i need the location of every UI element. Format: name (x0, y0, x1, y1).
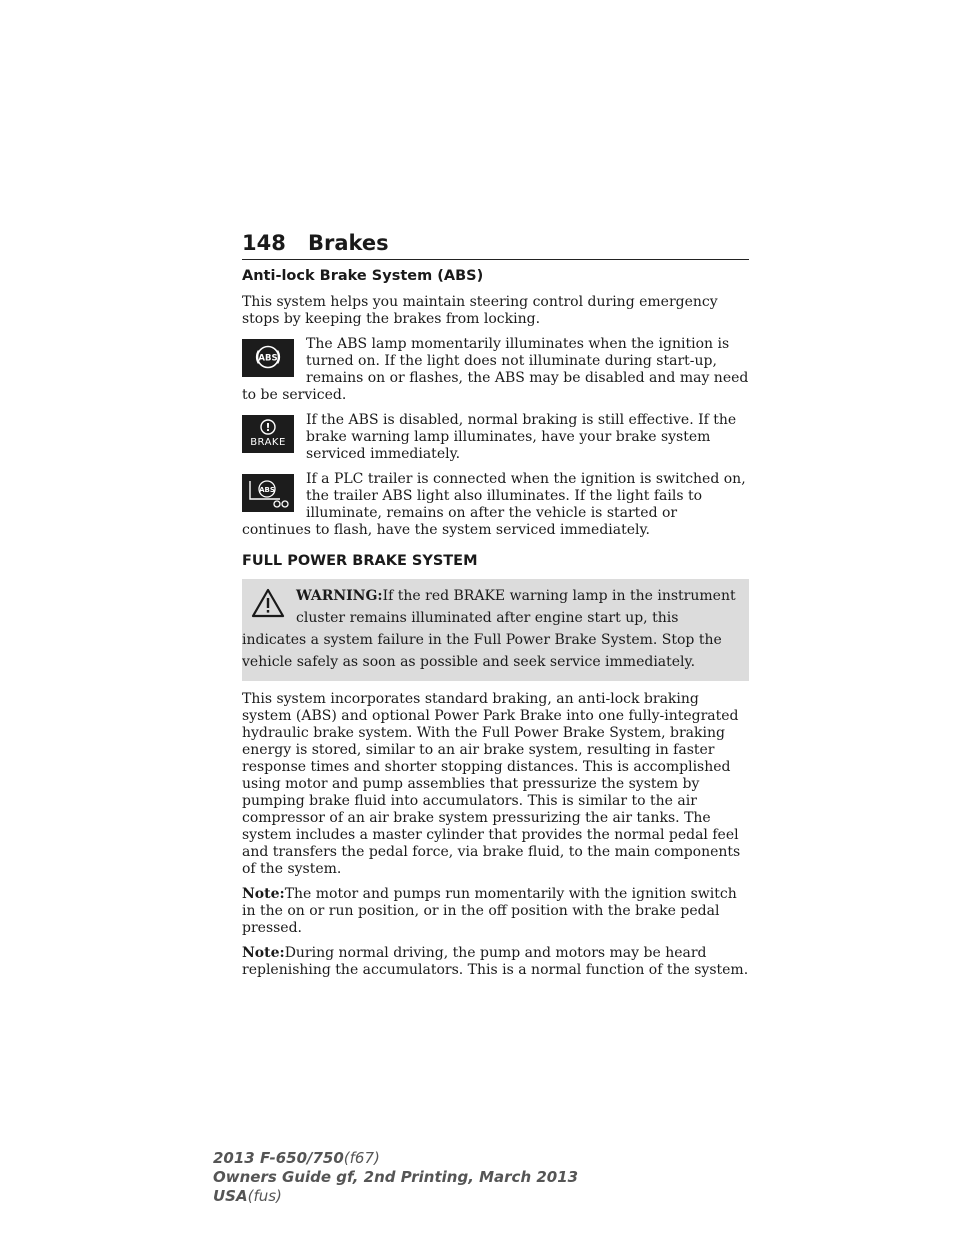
note-1-text: The motor and pumps run momentarily with the ignition switch in the on or run position, or in the off position with the brake pedal pressed. (242, 886, 737, 936)
brake-warning-icon (242, 415, 294, 453)
fpbs-heading: FULL POWER BRAKE SYSTEM (242, 553, 478, 569)
brake-lamp-text: If the ABS is disabled, normal braking is still effective. If the brake warning lamp illuminates, have your brake system serviced immediately. (306, 412, 737, 462)
page-number: 148 (242, 231, 286, 255)
brake-icon-label: BRAKE (250, 437, 286, 448)
warning-label: WARNING: (296, 588, 383, 604)
note-1 (242, 886, 749, 937)
trailer-icon-text: ABS (259, 486, 275, 494)
trailer-lamp-paragraph (242, 471, 749, 539)
abs-heading: Anti-lock Brake System (ABS) (242, 268, 484, 284)
abs-intro: This system helps you maintain steering control during emergency stops by keeping the brakes from locking. (242, 294, 718, 327)
abs-lamp-text: The ABS lamp momentarily illuminates when the ignition is turned on. If the light does not illuminate during start-up, remains on or flashes, the ABS may be disabled and may need to be serviced. (242, 336, 749, 403)
footer-model: 2013 F-650/750 (213, 1149, 344, 1167)
abs-icon-text: ABS (258, 353, 278, 364)
abs-warning-icon (242, 339, 294, 377)
footer-model-code: (f67) (343, 1149, 380, 1167)
warning-paragraph (242, 585, 739, 673)
page-footer (213, 1149, 578, 1206)
brake-icon-symbol: ! (265, 421, 271, 434)
note-2-label: Note: (242, 945, 285, 961)
note-1-label: Note: (242, 886, 285, 902)
warning-text: If the red BRAKE warning lamp in the instrument cluster remains illuminated after engine start up, this indicates a system failure in the Full Power Brake System. Stop the vehicle safely as soon as possible and seek service immediately. (242, 588, 736, 670)
note-2 (242, 945, 749, 979)
footer-region: USA (213, 1187, 248, 1205)
trailer-abs-icon (242, 474, 294, 512)
page-content (242, 268, 749, 987)
trailer-lamp-text: If a PLC trailer is connected when the ignition is switched on, the trailer ABS light also illuminates. If the light fails to illuminate, remains on after the vehicle is started or continues to flash, have the system serviced immediately. (242, 471, 746, 538)
page-header (242, 231, 749, 260)
warning-box (242, 579, 749, 681)
note-2-text: During normal driving, the pump and motors may be heard replenishing the accumulators. This is a normal function of the system. (242, 945, 749, 978)
fpbs-body: This system incorporates standard braking, an anti-lock braking system (ABS) and optional Power Park Brake into one fully-integrated hydraulic brake system. With the Full Power Brake System, braking energy is stored, similar to an air brake system, resulting in faster response times and shorter stopping distances. This is accomplished using motor and pump assemblies that pressurize the system by pumping brake fluid into accumulators. This is similar to the air compressor of an air brake system pressurizing the air tanks. The system includes a master cylinder that provides the normal pedal feel and transfers the pedal force, via brake fluid, to the main components of the system. (242, 691, 741, 877)
warning-triangle-icon (250, 587, 286, 619)
brake-lamp-paragraph (242, 412, 749, 463)
footer-region-code: (fus) (247, 1187, 282, 1205)
footer-guide: Owners Guide gf, 2nd Printing, March 2013 (213, 1168, 579, 1186)
chapter-title: Brakes (308, 231, 389, 255)
abs-lamp-paragraph (242, 336, 749, 404)
